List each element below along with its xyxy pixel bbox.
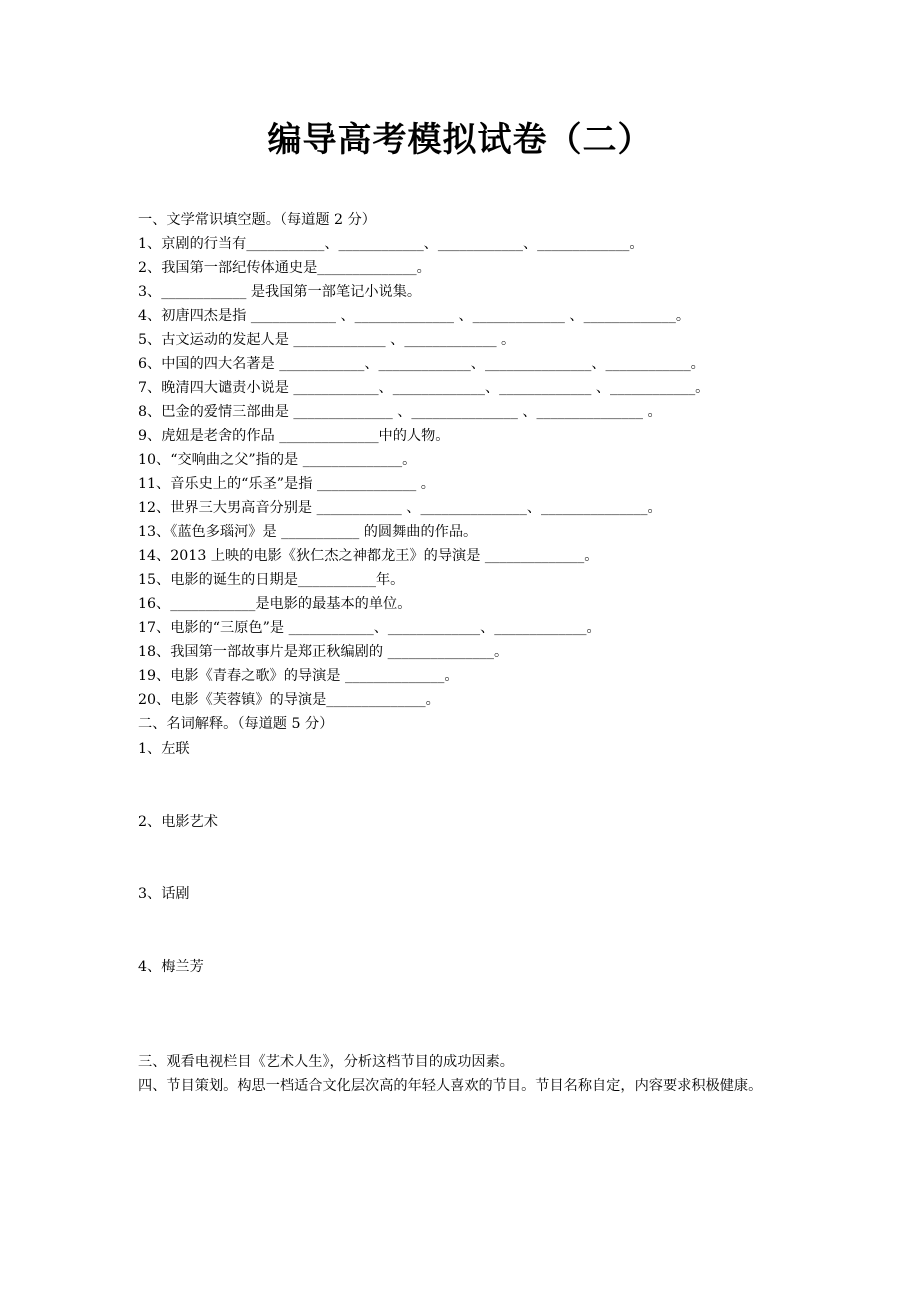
- question-18: 18、我国第一部故事片是郑正秋编剧的 _______________。: [138, 644, 509, 660]
- question-7: 7、晚清四大谴责小说是 ____________、_____________、_____________ 、____________。: [138, 380, 710, 396]
- question-11: 11、音乐史上的“乐圣”是指 ______________ 。: [138, 476, 435, 492]
- question-15: 15、电影的诞生的日期是___________年。: [138, 572, 405, 588]
- term-4: 4、梅兰芳: [138, 959, 204, 975]
- exam-title: 编导高考模拟试卷（二）: [267, 120, 653, 160]
- question-16: 16、____________是电影的最基本的单位。: [138, 596, 412, 612]
- question-4: 4、初唐四杰是指 ____________ 、______________ 、_____________ 、_____________。: [138, 308, 691, 324]
- question-6: 6、中国的四大名著是 ____________、_____________、_______________、____________。: [138, 356, 705, 372]
- question-1: 1、京剧的行当有___________、____________、____________、_____________。: [138, 236, 644, 252]
- section3-text: 三、观看电视栏目《艺术人生》，分析这档节目的成功因素。: [138, 1054, 514, 1070]
- question-3: 3、____________ 是我国第一部笔记小说集。: [138, 284, 422, 300]
- question-9: 9、虎妞是老舍的作品 ______________中的人物。: [138, 428, 450, 444]
- question-8: 8、巴金的爱情三部曲是 ______________ 、_______________ 、_______________ 。: [138, 404, 662, 420]
- term-3: 3、话剧: [138, 886, 190, 902]
- section1-heading: 一、文学常识填空题。（每道题 2 分）: [138, 212, 376, 228]
- question-13: 13、《蓝色多瑙河》是 ___________ 的圆舞曲的作品。: [138, 524, 478, 540]
- section4-text: 四、节目策划。构思一档适合文化层次高的年轻人喜欢的节目。节目名称自定，内容要求积极健康。: [138, 1078, 763, 1094]
- question-17: 17、电影的“三原色”是 ____________、_____________、_____________。: [138, 620, 601, 636]
- question-2: 2、我国第一部纪传体通史是______________。: [138, 260, 431, 276]
- question-10: 10、“交响曲之父”指的是 ______________。: [138, 452, 417, 468]
- term-1: 1、左联: [138, 741, 190, 757]
- section2-heading: 二、名词解释。（每道题 5 分）: [138, 716, 334, 732]
- question-12: 12、世界三大男高音分别是 ____________ 、_______________、_______________。: [138, 500, 662, 516]
- question-19: 19、电影《青春之歌》的导演是 ______________。: [138, 668, 459, 684]
- question-5: 5、古文运动的发起人是 _____________ 、_____________ 。: [138, 332, 516, 348]
- question-14: 14、2013 上映的电影《狄仁杰之神都龙王》的导演是 ______________。: [138, 548, 599, 564]
- question-20: 20、电影《芙蓉镇》的导演是______________。: [138, 692, 440, 708]
- term-2: 2、电影艺术: [138, 814, 218, 830]
